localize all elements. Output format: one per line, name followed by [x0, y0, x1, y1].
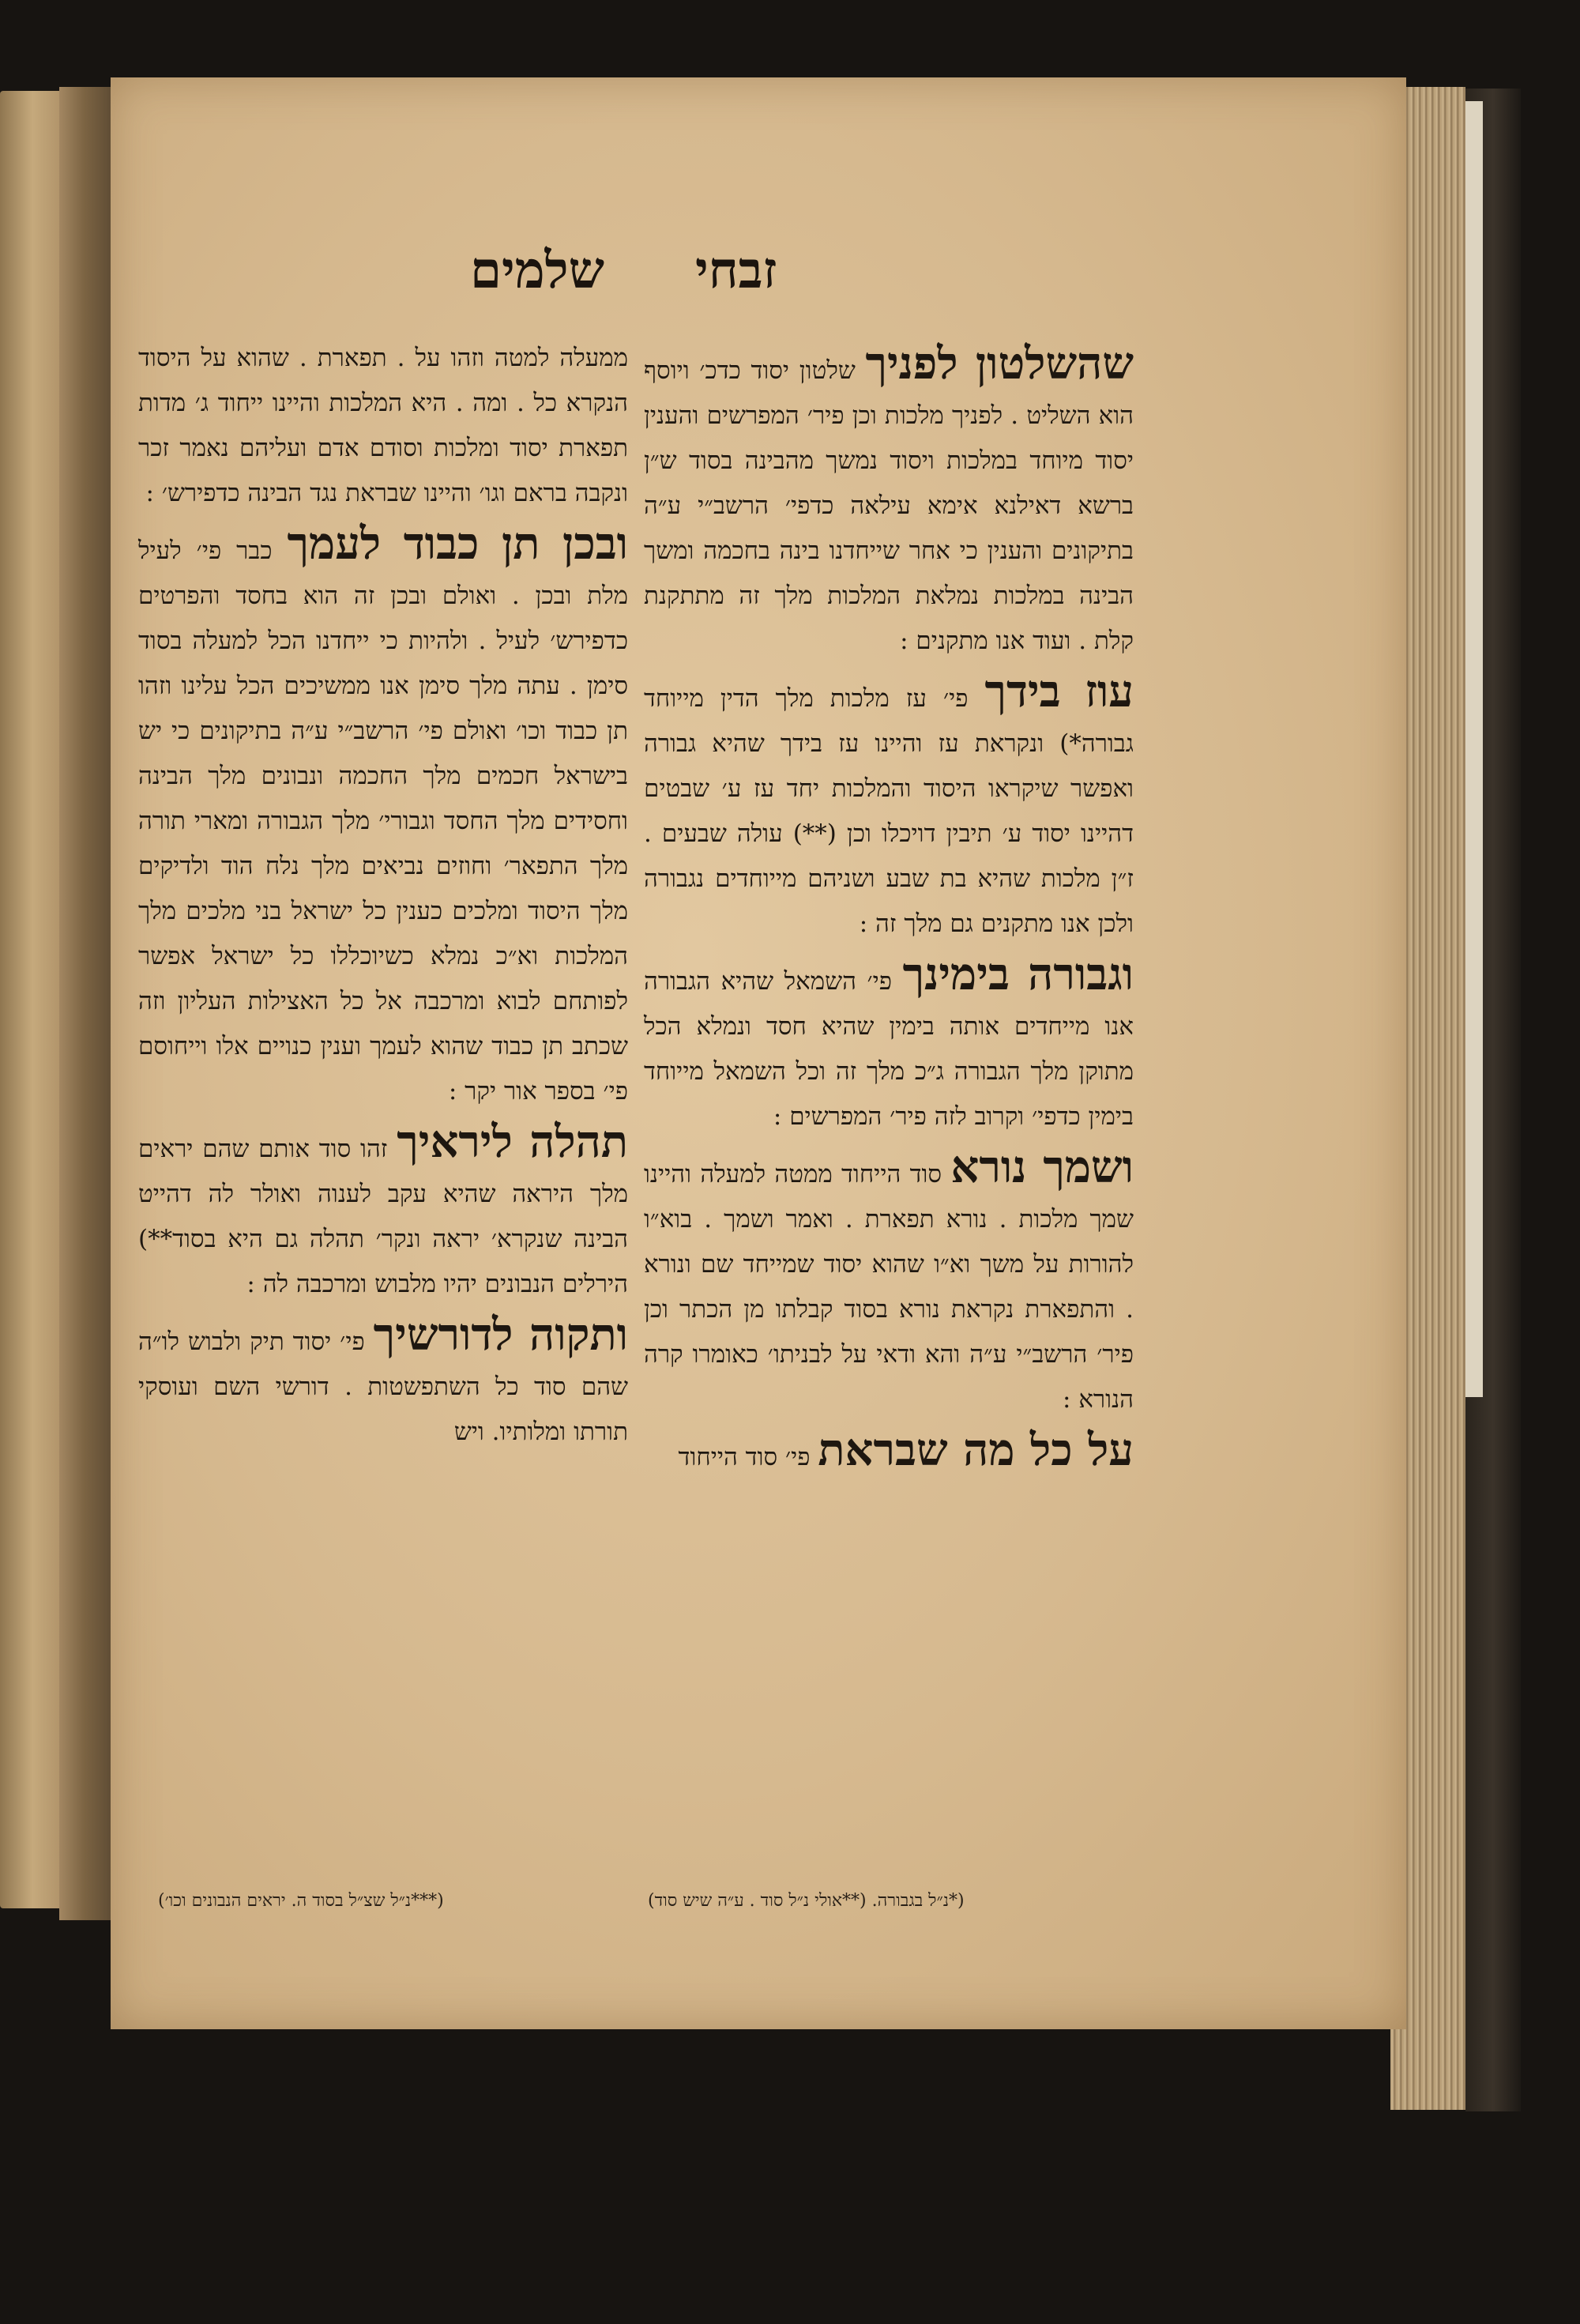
lead-word: שהשלטון לפניך	[865, 337, 1134, 390]
lead-word: על כל מה שבראת	[818, 1424, 1134, 1476]
paragraph	[138, 1114, 628, 1307]
paper-strip	[1465, 101, 1483, 1397]
paragraph-text: סוד הייחוד ממטה למעלה והיינו שמך מלכות . נורא תפארת . ואמר ושמך . בוא״ו להורות על משך וא״ו שהוא יסוד שמייחד שם ונורא . והתפארת נקראת נורא בסוד קבלתו מן הכתר וכן פיר׳ הרשב״י ע״ה והא ודאי על לבניתו׳ כאומרו קרה הנורא :	[644, 1160, 1134, 1414]
footnote-right: (*נ״ל בגבורה. (**אולי נ״ל סוד . ע״ה שיש סוד)	[648, 1891, 965, 1911]
paragraph-text: שלטון יסוד כדכ׳ ויוסף הוא השליט . לפניך מלכות וכן פיר׳ המפרשים והענין יסוד מיוחד במלכות ויסוד נמשך מהבינה בסוד ש״ן ברשא דאילנא אימא עילאה כדפי׳ הרשב״י ע״ה בתיקונים והענין כי אחר שייחדנו בינה בחכמה ומשך הבינה במלכות נמלאת המלכות מלך זה מתתקנת קלת . ועוד אנו מתקנים :	[644, 356, 1134, 655]
footnote-left: (***נ״ל שצ״ל בסוד ה. יראים הנבונים וכו׳)	[158, 1891, 444, 1911]
paragraph-text: פי׳ סוד הייחוד	[678, 1443, 811, 1471]
paragraph-text: זהו סוד אותם שהם יראים מלך היראה שהיא עקב לענוה ואולר לה דהייט הבינה שנקרא׳ יראה ונקר׳ תהלה גם היא בסוד**) הירלים הנבונים יהיו מלבוש ומרכבה לה :	[138, 1135, 628, 1298]
lead-word: וגבורה בימינך	[902, 948, 1134, 1000]
lead-word: עוז בידך	[984, 665, 1134, 718]
paragraph-text: ממעלה למטה וזהו על . תפארת . שהוא על היסוד הנקרא כל . ומה . היא המלכות והיינו ייחוד ג׳ מדות תפארת יסוד ומלכות וסודם אדם ועליהם נאמר זכר ונקבה בראם וגו׳ והיינו שבראת נגד הבינה כדפירש׳ :	[138, 344, 628, 507]
lead-word: ותקוה לדורשיך	[373, 1309, 628, 1361]
right-column	[644, 336, 1134, 1480]
left-column	[138, 336, 628, 1455]
paragraph-text: פי׳ יסוד תיק ולבוש לו״ה שהם סוד כל השתפשטות . דורשי השם ועוסקי תורתו ומלותיו. ויש	[138, 1328, 628, 1446]
lead-word: תהלה ליראיך	[397, 1116, 628, 1168]
paragraph	[644, 947, 1134, 1139]
paragraph	[644, 664, 1134, 947]
running-head-left: שלמים	[470, 241, 604, 300]
paragraph	[138, 516, 628, 1114]
lead-word: ושמך נורא	[950, 1141, 1134, 1193]
paragraph-text: פי׳ השמאל שהיא הגבורה אנו מייחדים אותה בימין שהיא חסד ונמלא הכל מתוקן מלך הגבורה ג״כ מלך זה וכל השמאל מייוחד בימין כדפי׳ וקרוב לזה פיר׳ המפרשים :	[644, 967, 1134, 1131]
facing-page-edge	[0, 91, 59, 1908]
paragraph	[644, 1139, 1134, 1422]
running-head-right: זבחי	[695, 241, 777, 300]
paragraph	[644, 1422, 1134, 1480]
paragraph-text: כבר פי׳ לעיל מלת ובכן . ואולם ובכן זה הוא בחסד והפרטים כדפירש׳ לעיל . ולהיות כי ייחדנו הכל למעלה בסוד סימן . עתה מלך סימן אנו ממשיכים הכל עלינו וזהו תן כבוד וכו׳ ואולם פי׳ הרשב״י ע״ה בתיקונים כי יש בישראל חכמים מלך החכמה ונבונים מלך הבינה וחסידים מלך החסד וגבורי׳ מלך הגבורה ומארי תורה מלך התפאר׳ וחוזים נביאים מלך נלח הוד ולדיקים מלך היסוד ומלכים כענין כל ישראל בני מלכים מלך המלכות וא״כ נמלא כשיוכללו כל ישראל אפשר לפותחם לבוא ומרכבה אל כל האצילות העליון וזה שכתב תן כבוד שהוא לעמך וענין כנויים אלו וייחוסם פי׳ בספר אור יקר :	[138, 537, 628, 1106]
paragraph	[138, 336, 628, 516]
lead-word: ובכן תן כבוד לעמך	[287, 518, 629, 570]
paragraph-text: פי׳ עז מלכות מלך הדין מייוחד גבורה*) ונקראת עז והיינו עז בידך שהיא גבורה ואפשר שיקראו היסוד והמלכות יחד עז ע׳ שבטים דהיינו יסוד ע׳ תיבין דויכלו וכן (**) עולה שבעים . ז״ן מלכות שהיא בת שבע ושניהם מייוחדים נגבורה ולכן אנו מתקנים גם מלך זה :	[644, 684, 1134, 938]
paragraph	[138, 1307, 628, 1455]
book-gutter	[59, 87, 115, 1920]
paragraph	[644, 336, 1134, 664]
